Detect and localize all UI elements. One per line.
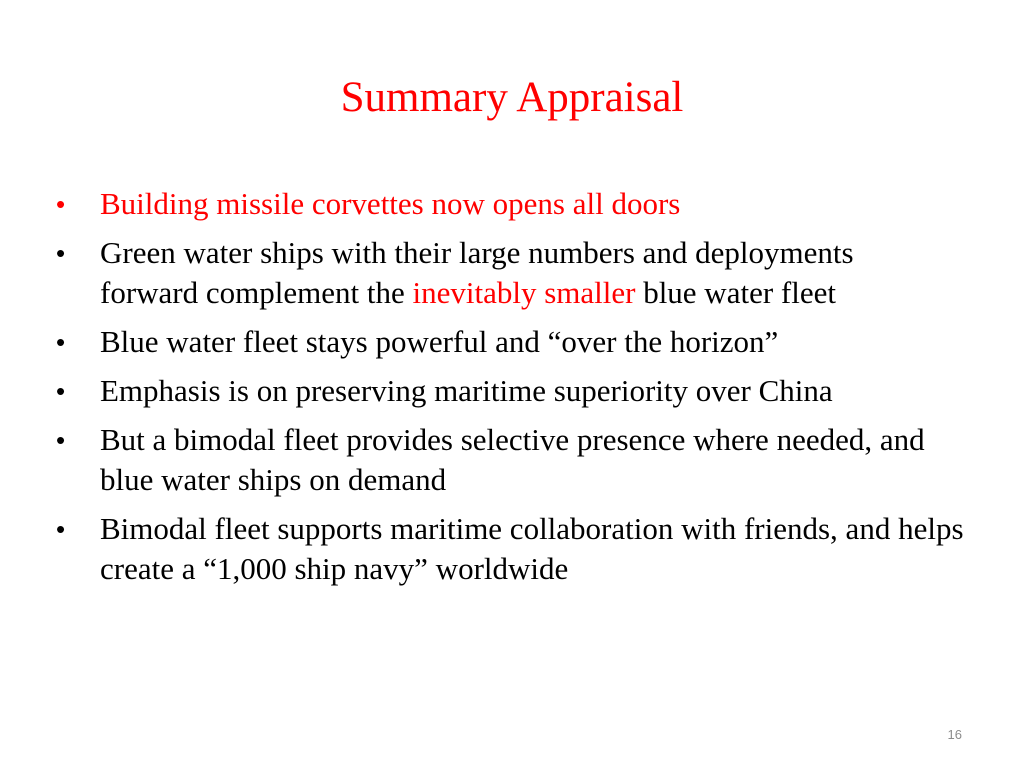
bullet-text-line1: Green water ships with their large numbers and deployments xyxy=(100,235,854,270)
bullet-text: Blue water fleet stays powerful and “over the horizon” xyxy=(100,324,779,359)
bullet-text: Building missile corvettes now opens all doors xyxy=(100,186,681,221)
bullet-text: Emphasis is on preserving maritime superiority over China xyxy=(100,373,833,408)
bullet-item-3 xyxy=(56,322,976,362)
bullet-icon: • xyxy=(56,376,66,406)
slide-title: Summary Appraisal xyxy=(340,74,684,121)
bullet-item-2 xyxy=(56,233,976,313)
bullet-item-4 xyxy=(56,371,976,411)
bullet-icon: • xyxy=(56,238,66,268)
bullet-icon: • xyxy=(56,514,66,544)
bullet-icon: • xyxy=(56,189,66,219)
bullet-item-1 xyxy=(56,184,976,224)
bullet-icon: • xyxy=(56,327,66,357)
bullet-icon: • xyxy=(56,425,66,455)
bullet-text-line2-pre: forward complement the xyxy=(100,275,413,310)
bullet-text-line2-post: blue water fleet xyxy=(635,275,836,310)
page-number: 16 xyxy=(947,727,962,742)
highlight-text: inevitably smaller xyxy=(412,275,636,310)
bullet-list xyxy=(56,184,976,598)
bullet-text: Bimodal fleet supports maritime collaboration with friends, and helps create a “1,000 ship navy” worldwide xyxy=(100,511,964,586)
bullet-item-5 xyxy=(56,420,976,500)
bullet-item-6 xyxy=(56,509,976,589)
bullet-text: But a bimodal fleet provides selective presence where needed, and blue water ships on demand xyxy=(100,422,925,497)
